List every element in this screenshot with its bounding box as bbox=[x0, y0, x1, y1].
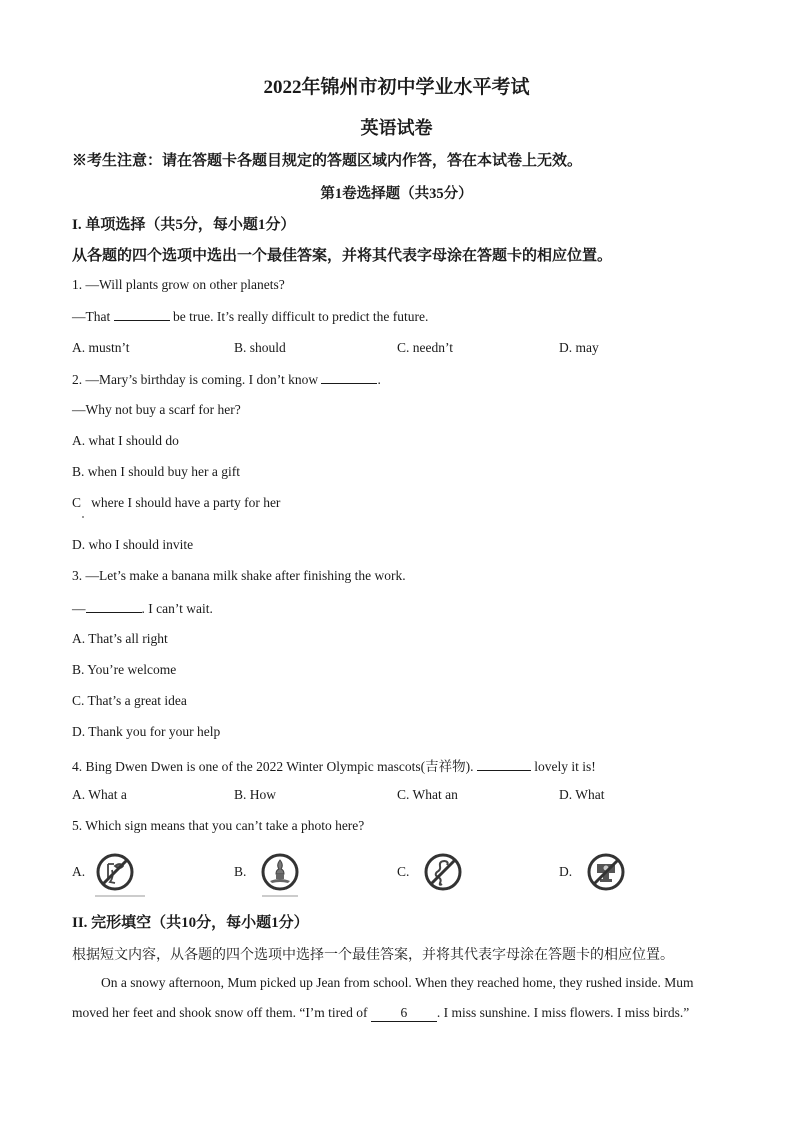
passage-line2-pre: moved her feet and shook snow off them. “I’m tired of bbox=[72, 1005, 368, 1020]
section2-heading: II. 完形填空（共10分，每小题1分） bbox=[72, 915, 309, 931]
q2-line2: —Why not buy a scarf for her? bbox=[72, 402, 241, 417]
q3-line2-pre: — bbox=[72, 601, 86, 616]
fire-hazard-sign-icon bbox=[260, 852, 300, 892]
q3-line2-post: . I can’t wait. bbox=[141, 601, 213, 616]
stray-mark bbox=[82, 516, 84, 518]
q5-option-d-label: D. bbox=[559, 864, 573, 879]
q4-option-d: D. What bbox=[559, 787, 605, 802]
q3-option-d: D. Thank you for your help bbox=[72, 724, 221, 739]
q5-line1: 5. Which sign means that you can’t take a photo here? bbox=[72, 818, 365, 833]
q4-option-b: B. How bbox=[234, 787, 277, 802]
q3-line1: 3. —Let’s make a banana milk shake after finishing the work. bbox=[72, 568, 406, 583]
q4-line1-pre: 4. Bing Dwen Dwen is one of the 2022 Winter Olympic mascots(吉祥物). bbox=[72, 759, 474, 774]
q1-blank bbox=[114, 308, 170, 321]
exam-notice: ※考生注意：请在答题卡各题目规定的答题区域内作答，答在本试卷上无效。 bbox=[72, 153, 583, 169]
part-heading: 第1卷选择题（共35分） bbox=[320, 186, 473, 202]
q3-line2 bbox=[72, 600, 213, 617]
q5-option-b-label: B. bbox=[234, 864, 247, 879]
sign-a-caption-smudge bbox=[95, 895, 145, 897]
q1-option-b: B. should bbox=[234, 340, 286, 355]
exam-subtitle: 英语试卷 bbox=[360, 118, 433, 138]
q1-line2 bbox=[72, 308, 428, 325]
q1-line1: 1. —Will plants grow on other planets? bbox=[72, 277, 285, 292]
blank-6: 6 bbox=[371, 1005, 437, 1022]
section1-instruction: 从各题的四个选项中选出一个最佳答案，并将其代表字母涂在答题卡的相应位置。 bbox=[72, 248, 613, 264]
q1-option-d: D. may bbox=[559, 340, 599, 355]
q5-option-c-label: C. bbox=[397, 864, 410, 879]
q3-option-c: C. That’s a great idea bbox=[72, 693, 187, 708]
passage-line2-post: . I miss sunshine. I miss flowers. I miss birds.” bbox=[436, 1005, 690, 1020]
q1-option-a: A. mustn’t bbox=[72, 340, 130, 355]
q4-option-a: A. What a bbox=[72, 787, 127, 802]
q2-option-c: C where I should have a party for her bbox=[72, 495, 281, 510]
exam-title: 2022年锦州市初中学业水平考试 bbox=[263, 77, 530, 98]
sign-b-caption-smudge bbox=[262, 895, 298, 897]
q4-blank bbox=[477, 758, 531, 771]
section2-instruction: 根据短文内容，从各题的四个选项中选择一个最佳答案，并将其代表字母涂在答题卡的相应位置。 bbox=[72, 948, 674, 963]
q5-option-a-label: A. bbox=[72, 864, 86, 879]
q1-option-c: C. needn’t bbox=[397, 340, 453, 355]
no-camera-sign-icon bbox=[586, 852, 626, 892]
passage-line1: On a snowy afternoon, Mum picked up Jean from school. When they reached home, they rushed inside. Mum bbox=[101, 975, 694, 990]
section1-heading: I. 单项选择（共5分，每小题1分） bbox=[72, 217, 296, 233]
q3-blank bbox=[86, 600, 142, 613]
q4-option-c: C. What an bbox=[397, 787, 458, 802]
q2-blank bbox=[321, 371, 377, 384]
q2-line1-pre: 2. —Mary’s birthday is coming. I don’t know bbox=[72, 372, 319, 387]
q2-option-d: D. who I should invite bbox=[72, 537, 194, 552]
q4-line1-post: lovely it is! bbox=[534, 759, 596, 774]
passage-line2 bbox=[72, 1005, 689, 1022]
q3-option-a: A. That’s all right bbox=[72, 631, 168, 646]
q2-option-a: A. what I should do bbox=[72, 433, 179, 448]
no-snake-sign-icon bbox=[423, 852, 463, 892]
q2-line1-post: . bbox=[377, 372, 381, 387]
q2-option-b: B. when I should buy her a gift bbox=[72, 464, 240, 479]
q1-line2-pre: —That bbox=[72, 309, 111, 324]
no-plant-picking-sign-icon bbox=[95, 852, 135, 892]
q1-line2-post: be true. It’s really difficult to predict the future. bbox=[173, 309, 429, 324]
q3-option-b: B. You’re welcome bbox=[72, 662, 177, 677]
q2-line1 bbox=[72, 371, 381, 388]
q4-line1 bbox=[72, 755, 596, 775]
